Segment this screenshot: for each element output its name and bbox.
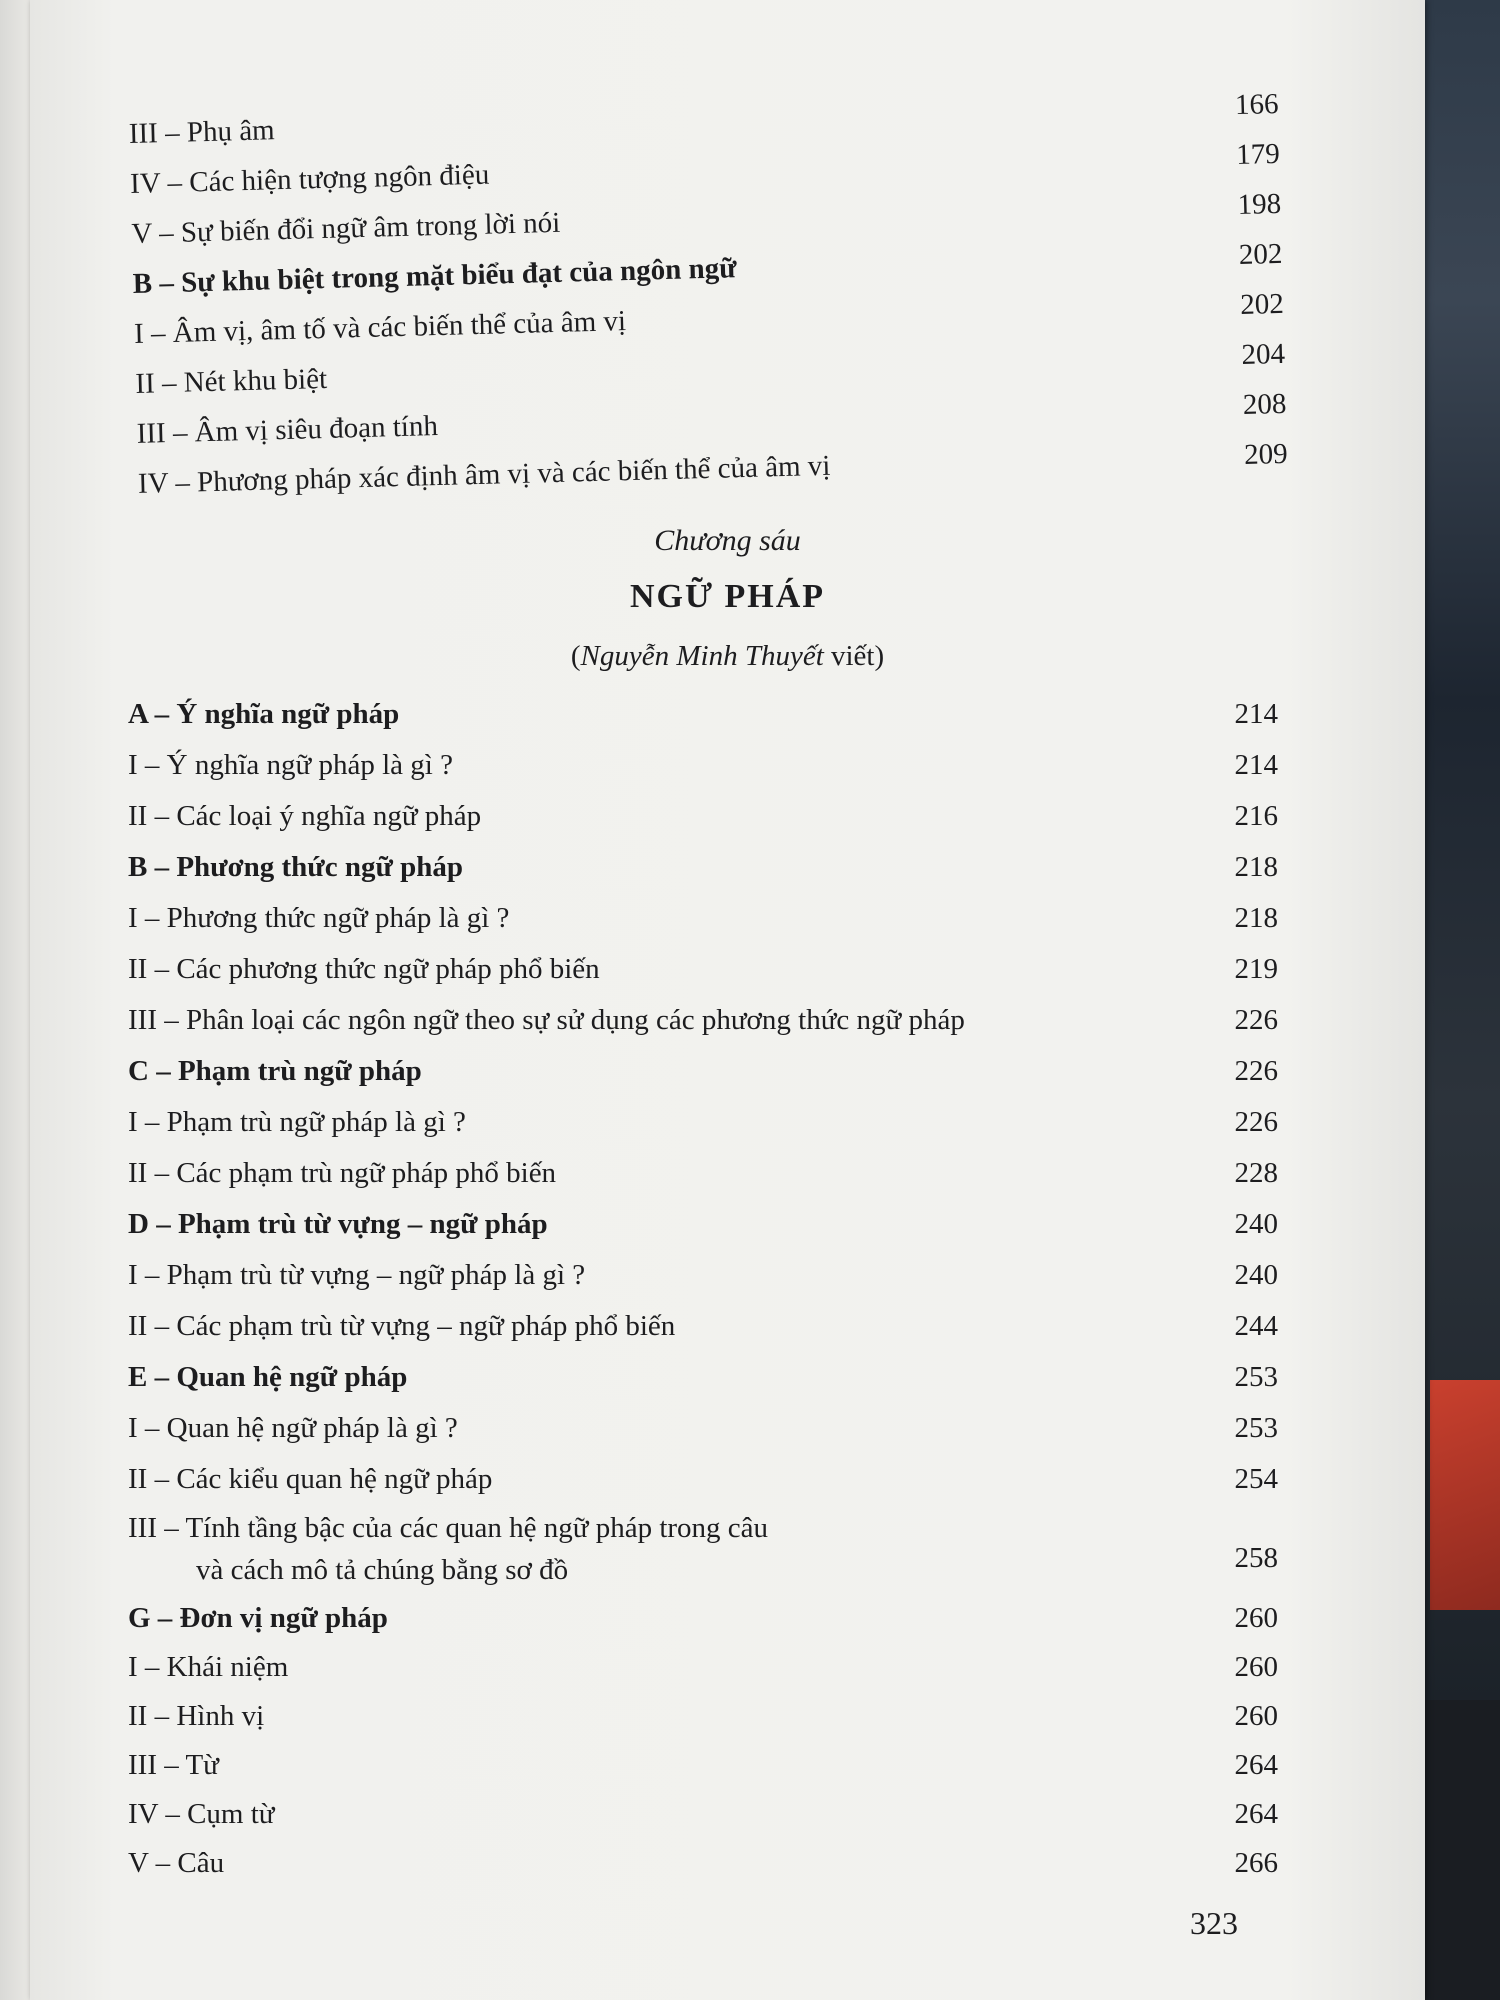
toc-entry-page: 209 bbox=[1243, 437, 1289, 471]
toc-entry-label: I – Âm vị, âm tố và các biến thể của âm vị bbox=[133, 305, 627, 350]
toc-entry bbox=[128, 1457, 1278, 1501]
toc-entry-page: 264 bbox=[1234, 1798, 1278, 1830]
toc-entry-label: II – Các phạm trù ngữ pháp phổ biến bbox=[128, 1157, 557, 1189]
toc-entry bbox=[128, 1406, 1278, 1450]
toc-section-heading bbox=[128, 1049, 1278, 1093]
author-suffix: viết) bbox=[823, 640, 885, 672]
toc-entry-page: 266 bbox=[1234, 1847, 1278, 1879]
toc-entry-label: III – Phân loại các ngôn ngữ theo sự sử dụng các phương thức ngữ pháp bbox=[128, 1004, 965, 1036]
toc-entry-page: 214 bbox=[1234, 749, 1278, 781]
author-open-paren: ( bbox=[570, 640, 581, 672]
toc-entry-page: 254 bbox=[1234, 1463, 1278, 1495]
toc-section-heading bbox=[128, 692, 1278, 736]
toc-entry bbox=[128, 1508, 1278, 1588]
toc-entry-page: 216 bbox=[1234, 800, 1278, 832]
toc-section-heading bbox=[128, 1202, 1278, 1246]
toc-entry bbox=[128, 1841, 1278, 1885]
toc-entry-page: 226 bbox=[1234, 1106, 1278, 1138]
toc-entry-label: IV – Cụm từ bbox=[128, 1798, 275, 1830]
toc-section-heading bbox=[128, 1596, 1278, 1640]
toc-entry-label: D – Phạm trù từ vựng – ngữ pháp bbox=[128, 1208, 548, 1240]
chapter-title: NGỮ PHÁP bbox=[629, 578, 826, 615]
toc-entry bbox=[128, 947, 1278, 991]
toc-entry-label: IV – Các hiện tượng ngôn điệu bbox=[129, 158, 490, 201]
toc-entry-page: 226 bbox=[1234, 1004, 1278, 1036]
toc-entry-label: I – Phạm trù ngữ pháp là gì ? bbox=[128, 1106, 466, 1138]
toc-entry bbox=[128, 1100, 1278, 1144]
toc-entry-page: 166 bbox=[1234, 87, 1279, 122]
chapter-subtitle: Chương sáu bbox=[654, 524, 801, 557]
toc-entry-page: 260 bbox=[1234, 1700, 1278, 1732]
toc-entry-page: 218 bbox=[1234, 902, 1278, 934]
toc-entry-page: 240 bbox=[1234, 1208, 1278, 1240]
toc-entry-label: III – Tính tầng bậc của các quan hệ ngữ pháp trong câu bbox=[128, 1512, 769, 1544]
toc-entry-page: 202 bbox=[1239, 287, 1285, 322]
toc-entry bbox=[128, 743, 1278, 787]
toc-entry-label: I – Ý nghĩa ngữ pháp là gì ? bbox=[128, 749, 453, 781]
toc-entry bbox=[128, 998, 1278, 1042]
toc-entry-label: II – Các loại ý nghĩa ngữ pháp bbox=[128, 800, 482, 832]
toc-entry-label: II – Hình vị bbox=[128, 1700, 265, 1732]
toc-top-section bbox=[27, 0, 1435, 502]
background-red-object bbox=[1430, 1380, 1500, 1610]
toc-entry-label: I – Khái niệm bbox=[128, 1651, 289, 1683]
toc-entry-label: II – Nét khu biệt bbox=[135, 362, 328, 400]
toc-entry bbox=[128, 1792, 1278, 1836]
toc-entry-page: 253 bbox=[1234, 1412, 1278, 1444]
toc-entry bbox=[128, 1304, 1278, 1348]
toc-entry-page: 258 bbox=[1234, 1542, 1278, 1574]
toc-entry-page: 218 bbox=[1234, 851, 1278, 883]
toc-entry-label: I – Phạm trù từ vựng – ngữ pháp là gì ? bbox=[128, 1259, 586, 1291]
toc-entry-label: II – Các phạm trù từ vựng – ngữ pháp phổ biến bbox=[128, 1310, 676, 1342]
toc-entry-page: 198 bbox=[1237, 187, 1282, 222]
toc-entry-page: 253 bbox=[1234, 1361, 1278, 1393]
toc-entry-page: 208 bbox=[1242, 387, 1287, 421]
toc-entry-label: II – Các phương thức ngữ pháp phổ biến bbox=[128, 953, 600, 985]
toc-entry-page: 244 bbox=[1234, 1310, 1278, 1342]
toc-entry bbox=[128, 794, 1278, 838]
toc-entry-page: 228 bbox=[1234, 1157, 1278, 1189]
toc-entry bbox=[128, 896, 1278, 940]
toc-entry-label: III – Phụ âm bbox=[128, 114, 276, 151]
toc-entry-label: III – Từ bbox=[128, 1749, 219, 1781]
toc-entry-page: 219 bbox=[1234, 953, 1278, 985]
book-page bbox=[30, 0, 1425, 2000]
toc-entry-page: 260 bbox=[1234, 1602, 1278, 1634]
toc-entry-label: III – Âm vị siêu đoạn tính bbox=[136, 410, 439, 450]
toc-entry-label: I – Quan hệ ngữ pháp là gì ? bbox=[128, 1412, 458, 1444]
toc-entry-label: B – Sự khu biệt trong mặt biểu đạt của ngôn ngữ bbox=[132, 252, 737, 300]
toc-entry-page: 240 bbox=[1234, 1259, 1278, 1291]
toc-entry-label: C – Phạm trù ngữ pháp bbox=[128, 1055, 422, 1087]
toc-entry-page: 214 bbox=[1234, 698, 1278, 730]
toc-entry bbox=[128, 1645, 1278, 1689]
toc-entry-page: 179 bbox=[1235, 137, 1281, 172]
toc-entry-label: II – Các kiểu quan hệ ngữ pháp bbox=[128, 1463, 493, 1495]
toc-section-heading bbox=[128, 1355, 1278, 1399]
toc-entry-page: 202 bbox=[1238, 237, 1283, 272]
page-number: 323 bbox=[1190, 1905, 1238, 1941]
author-name: Nguyễn Minh Thuyết bbox=[580, 640, 824, 672]
toc-section-heading bbox=[128, 845, 1278, 889]
chapter-author bbox=[30, 640, 1425, 673]
toc-entry bbox=[128, 1743, 1278, 1787]
toc-entry-label: G – Đơn vị ngữ pháp bbox=[128, 1602, 388, 1634]
toc-entry bbox=[128, 1253, 1278, 1297]
toc-entry-page: 204 bbox=[1241, 337, 1286, 371]
toc-entry-page: 264 bbox=[1234, 1749, 1278, 1781]
toc-entry-label: I – Phương thức ngữ pháp là gì ? bbox=[128, 902, 510, 934]
toc-entry-label: IV – Phương pháp xác định âm vị và các biến thể của âm vị bbox=[137, 449, 831, 500]
toc-entry-label: B – Phương thức ngữ pháp bbox=[128, 851, 464, 883]
toc-entry-label: E – Quan hệ ngữ pháp bbox=[128, 1361, 408, 1393]
toc-entry-label: V – Câu bbox=[128, 1847, 225, 1879]
toc-entry-label: A – Ý nghĩa ngữ pháp bbox=[128, 698, 400, 730]
toc-entry-label-continued: và cách mô tả chúng bằng sơ đồ bbox=[196, 1554, 569, 1586]
toc-entry-label: V – Sự biến đổi ngữ âm trong lời nói bbox=[131, 206, 561, 251]
toc-entry bbox=[128, 1694, 1278, 1738]
toc-entry-page: 260 bbox=[1234, 1651, 1278, 1683]
toc-entry bbox=[128, 1151, 1278, 1195]
toc-entry-page: 226 bbox=[1234, 1055, 1278, 1087]
